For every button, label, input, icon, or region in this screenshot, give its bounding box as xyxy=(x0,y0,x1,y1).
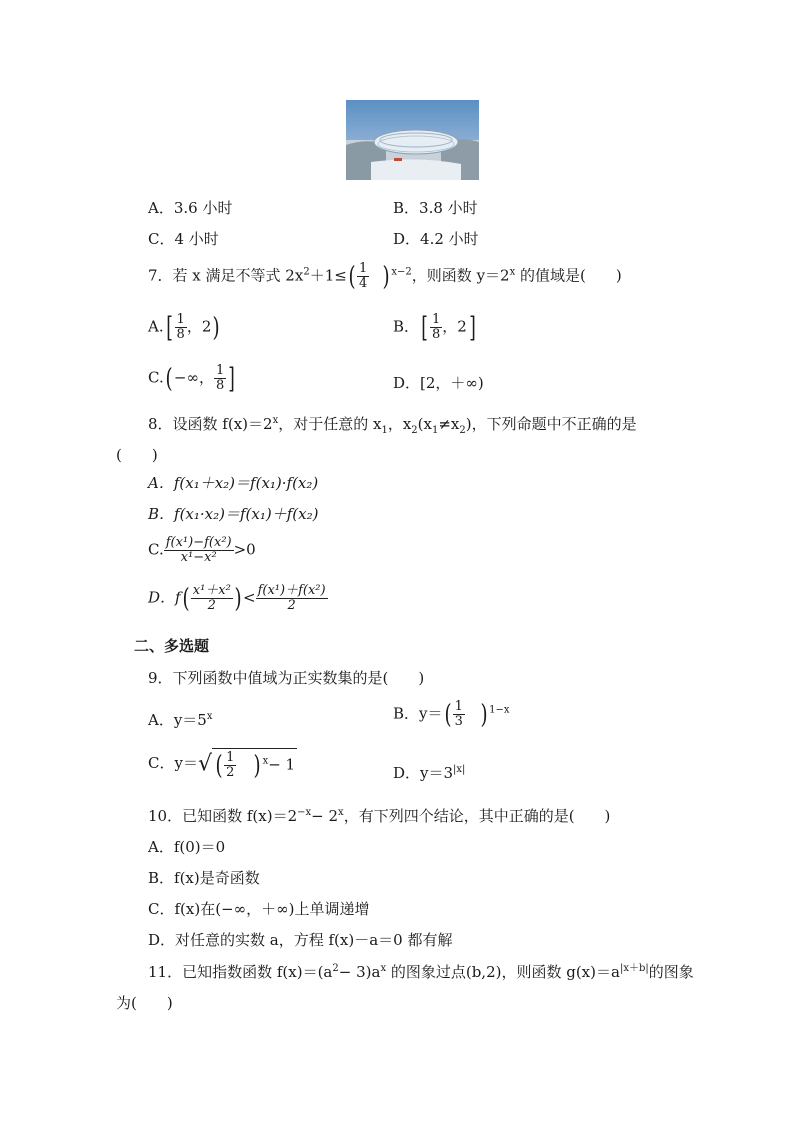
q8-option-c: C. $\frac{\text{f(x¹)−f(x²)}}{\text{x¹−x²}}$ >0 xyxy=(148,535,256,565)
stadium-photo xyxy=(346,100,479,180)
q8-option-d: D．f( $\frac{\text{x¹＋x²}}{2}$ ) < $\frac{\text{f(x¹)＋f(x²)}}{2}$ xyxy=(148,583,326,614)
q7-option-a: A.[ $\frac{1}{8}$ ，2) xyxy=(148,310,221,344)
q8-option-a: A．f(x₁＋x₂)＝f(x₁)·f(x₂) xyxy=(148,474,319,492)
q7-stem: 7．若 x 满足不等式 $2x^2+1\le$( $\frac{1}{4}$ ) $^{x-2}$，则函数 $y=2^x$ 的值域是( ) xyxy=(148,261,622,292)
q10-option-d: D．对任意的实数 a，方程 f(x)－a＝0 都有解 xyxy=(148,931,453,949)
q11-stem: 11．已知指数函数 $f(x)=(a^2- 3)a^x$ 的图象过点(b,2)，则函数 $g(x)=a^{|x+b|}$的图象 xyxy=(148,963,694,981)
q8-option-b: B．f(x₁·x₂)＝f(x₁)＋f(x₂) xyxy=(148,505,319,523)
q7-option-b: B．[ $\frac{1}{8}$ ，2] xyxy=(393,310,476,344)
q6-option-a: A．3.6 小时 xyxy=(148,199,233,217)
q6-option-d: D．4.2 小时 xyxy=(393,230,479,248)
q10-option-a: A．f(0)＝0 xyxy=(148,838,226,856)
q9-option-d: D．$y=3^{|x|}$ xyxy=(393,764,466,782)
section-heading: 二、多选题 xyxy=(134,637,210,655)
q7-option-c: C.( −∞， $\frac{1}{8}$ ] xyxy=(148,361,235,395)
q9-option-b: B．y＝( $\frac{1}{3}$ ) $^{1-x}$ xyxy=(393,699,510,730)
q6-option-b: B．3.8 小时 xyxy=(393,199,478,217)
q10-stem: 10．已知函数 $f(x)=2^{-x}- 2^x$，有下列四个结论，其中正确的是( ) xyxy=(148,807,611,825)
q8-stem: 8．设函数 $f(x)=2^x$，对于任意的 $x_1$，$x_2(x_1\ne x_2)$，下列命题中不正确的是 xyxy=(148,415,637,436)
q11-stem-line2: 为( ) xyxy=(116,994,173,1012)
q6-option-c: C．4 小时 xyxy=(148,230,219,248)
q9-stem: 9．下列函数中值域为正实数集的是( ) xyxy=(148,669,425,687)
q8-paren: ( ) xyxy=(116,446,158,464)
q9-option-c: C．y＝√ ( $\frac{1}{2}$ ) $^x$− 1 xyxy=(148,750,296,781)
q10-option-b: B．f(x)是奇函数 xyxy=(148,869,260,887)
q7-option-d: D．[2，＋∞) xyxy=(393,374,484,392)
q10-option-c: C．f(x)在(−∞，＋∞)上单调递增 xyxy=(148,900,370,918)
q9-option-a: A．$y=5^x$ xyxy=(148,711,213,729)
